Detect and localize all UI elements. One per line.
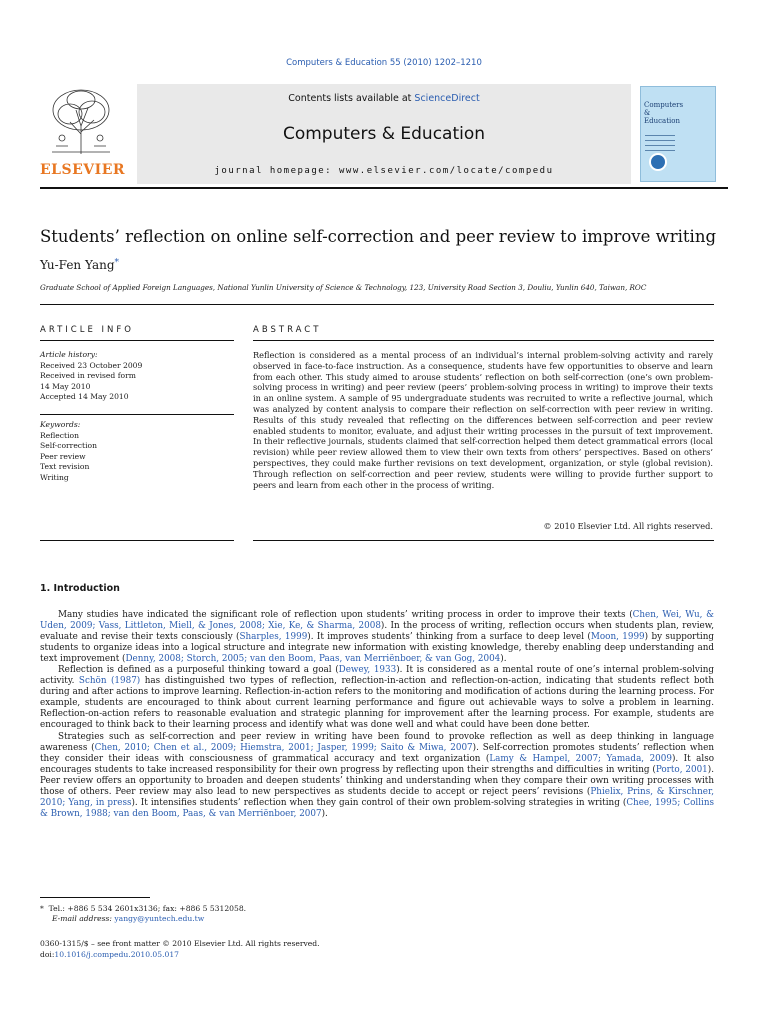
sciencedirect-link[interactable]: ScienceDirect	[414, 93, 480, 104]
citation-link[interactable]: Sharples, 1999	[239, 632, 308, 643]
keyword: Text revision	[40, 462, 90, 472]
abstract-copyright: © 2010 Elsevier Ltd. All rights reserved.	[543, 521, 713, 531]
paragraph-text: ).	[321, 808, 328, 819]
doi-line: doi:10.1016/j.compedu.2010.05.017	[40, 950, 180, 959]
paragraph-text: ). It also encourages students to take increased responsibility for their own progress by reflecting upon their strengths and difficulties in writing (	[40, 753, 715, 775]
keywords-label: Keywords:	[40, 420, 81, 429]
footnote	[40, 904, 246, 924]
history-label: Article history:	[40, 350, 98, 359]
paragraph-text: ). Peer review offers an opportunity to broaden and deepen students’ thinking and understanding when they compare their own writing processes with those of others. Peer review may also lead to new perspectives as students decide to accept or reject peers’ revisions (	[40, 764, 715, 797]
cover-emblem-icon	[649, 153, 667, 171]
journal-banner	[137, 84, 631, 184]
history-item: Received in revised form	[40, 371, 136, 381]
paragraph-text: ) by supporting students to organize ideas into a logical structure and integrate new information with existing knowledge, thereby enabling deep understanding and text improvement (	[40, 632, 714, 665]
paragraph-text: Many studies have indicated the significant role of reflection upon students’ writing process in order to improve their texts (	[58, 610, 633, 620]
citation-link[interactable]: Moon, 1999	[590, 632, 645, 643]
elsevier-wordmark: ELSEVIER	[40, 162, 126, 178]
citation-link[interactable]: Phielix, Prins, & Kirschner, 2010; Yang, in press	[40, 786, 714, 808]
email-link[interactable]: yangy@yuntech.edu.tw	[114, 914, 205, 923]
contents-line: Contents lists available at ScienceDirect	[288, 93, 480, 104]
intro-paragraph	[40, 732, 714, 820]
paragraph-text: ). It improves students’ thinking from a surface to deep level (	[307, 632, 591, 643]
journal-homepage[interactable]: journal homepage: www.elsevier.com/locate/compedu	[214, 166, 554, 176]
citation-link[interactable]: Porto, 2001	[655, 764, 708, 775]
masthead-rule	[40, 187, 728, 189]
paragraph-text: ).	[500, 654, 507, 665]
citation-link[interactable]: Denny, 2008; Storch, 2005; van den Boom, Paas, van Merriënboer, & van Gog, 2004	[125, 654, 501, 665]
title-rule	[40, 304, 714, 305]
history-item: 14 May 2010	[40, 381, 91, 391]
citation-link[interactable]: Chee, 1995; Collins & Brown, 1988; van den Boom, Paas, & van Merriënboer, 2007	[40, 797, 714, 819]
keywords-rule	[40, 414, 234, 415]
introduction-heading: 1. Introduction	[40, 583, 120, 594]
journal-cover[interactable]	[640, 86, 716, 182]
abstract-text: Reflection is considered as a mental process of an individual’s internal problem-solving activity and rarely observed in face-to-face instruction. As a consequence, students have few opportunities to observe and learn from each other. This study aimed to arouse students’ reflection on both self-correction (one’s own problem-solving process in writing) and peer review (peers’ problem-solving process in writing) to improve their texts in an online system. A sample of 95 undergraduate students was recruited to write a reflective journal, which was analyzed by content analysis to compare their reflection on self-correction with peer review in writing. Results of this study revealed that reflecting on the differences between self-correction and peer review enabled students to monitor, evaluate, and adjust their writing processes in the pursuit of text improvement. In their reflective journals, students claimed that self-correction helped them detect grammatical errors (local revision) while peer review allowed them to view their own texts from others’ perspectives. Based on others’ perspectives, they could make further revisions on text development, organization, or style (global revision). Through reflection on self-correction and peer review, students were willing to provide further support to peers and learn from each other in the process of writing.	[253, 350, 713, 490]
affiliation: Graduate School of Applied Foreign Languages, National Yunlin University of Science & Technology, 123, University Road Section 3, Douliu, Yunlin 640, Taiwan, ROC	[40, 283, 647, 292]
citation-line[interactable]: Computers & Education 55 (2010) 1202–1210	[286, 58, 482, 68]
elsevier-logo[interactable]	[40, 84, 126, 184]
keyword: Peer review	[40, 451, 86, 461]
citation-link[interactable]: Lamy & Hampel, 2007; Yamada, 2009	[489, 753, 672, 764]
article-info-rule	[40, 340, 234, 341]
paragraph-text: has distinguished two types of reflection, reflection-in-action and reflection-on-action, indicating that students reflect both during and after actions to improve learning. Reflection-in-action refers to the monitoring and modification of actions during the learning process. For example, students are encouraged to think about current learning performance and figure out achievable ways to solve a problem in learning. Reflection-on-action refers to reasonable evaluation and strategic planning for improvement after the learning process. For example, students are encouraged to think back to their learning process and identify what was done well and what could have been done better.	[40, 676, 714, 731]
cover-title: Computers & Education	[644, 101, 684, 125]
keyword: Writing	[40, 472, 69, 482]
article-history	[40, 350, 142, 403]
article-info-heading: ARTICLE INFO	[40, 325, 134, 335]
issn-line: 0360-1315/$ – see front matter © 2010 Elsevier Ltd. All rights reserved.	[40, 939, 320, 948]
citation-link[interactable]: Chen, 2010; Chen et al., 2009; Hiemstra, 2001; Jasper, 1999; Saito & Miwa, 2007	[94, 742, 473, 753]
citation-link[interactable]: Chen, Wei, Wu, & Uden, 2009; Vass, Littleton, Miell, & Jones, 2008; Xie, Ke, & Sharma, 2008	[40, 610, 714, 632]
history-item: Received 23 October 2009	[40, 360, 143, 370]
paragraph-text: Reflection is defined as a purposeful thinking toward a goal (	[58, 665, 339, 676]
footnote-email: E-mail address: yangy@yuntech.edu.tw	[52, 914, 205, 923]
intro-paragraph	[40, 665, 714, 731]
keyword: Reflection	[40, 430, 79, 440]
article-title: Students’ reflection on online self-correction and peer review to improve writing	[40, 227, 717, 246]
cover-decoration	[645, 135, 675, 155]
keyword: Self-correction	[40, 441, 98, 451]
abstract-rule	[253, 340, 714, 341]
citation-link[interactable]: Schön (1987)	[78, 676, 141, 687]
footnote-contact: * Tel.: +886 5 534 2601x3136; fax: +886 5 5312058.	[40, 904, 247, 913]
paragraph-text: ). It is considered as a mental route of one’s internal problem-solving activity.	[40, 665, 715, 687]
footnote-rule	[40, 897, 150, 898]
doi-link[interactable]: 10.1016/j.compedu.2010.05.017	[54, 950, 180, 959]
abstract-heading: ABSTRACT	[253, 325, 322, 335]
info-bottom-rule	[40, 540, 234, 541]
footer-meta	[40, 938, 320, 960]
intro-paragraph	[40, 610, 714, 665]
paragraph-text: Strategies such as self-correction and peer review in writing have been found to provoke reflection as well as deep thinking in language awareness (	[40, 731, 714, 753]
introduction-body	[40, 610, 714, 820]
journal-name: Computers & Education	[282, 124, 486, 144]
citation-link[interactable]: Dewey, 1933	[338, 665, 397, 676]
author-footnote-mark[interactable]: *	[114, 258, 120, 268]
paragraph-text: ). In the process of writing, reflection occurs when students plan, review, evaluate and revise their texts consciously (	[40, 621, 714, 643]
elsevier-tree-icon	[48, 86, 114, 154]
paragraph-text: ). It intensifies students’ reflection when they gain control of their own problem-solving strategies in writing (	[131, 797, 627, 808]
author: Yu-Fen Yang*	[40, 258, 120, 272]
paragraph-text: ). Self-correction promotes students’ reflection when they consider their ideas with consciousness of grammatical accuracy and text organization (	[40, 742, 714, 764]
history-item: Accepted 14 May 2010	[40, 392, 129, 402]
keywords	[40, 420, 97, 484]
abstract-bottom-rule	[253, 540, 714, 541]
masthead	[40, 84, 728, 184]
